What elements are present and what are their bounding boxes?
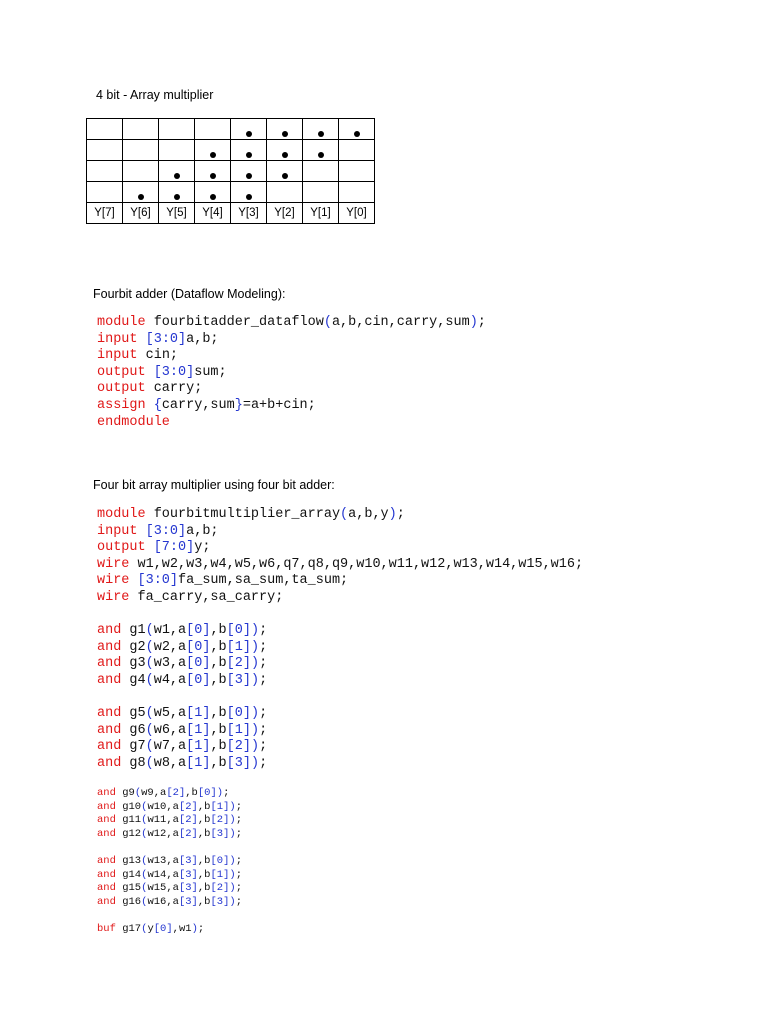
code-token: ,b [197, 868, 211, 881]
code-token: w12,a [147, 827, 179, 840]
grid-cell [303, 161, 339, 182]
code-token: ( [145, 755, 154, 771]
grid-cell [159, 182, 195, 203]
code-line [97, 607, 583, 624]
code-token: ,b [210, 623, 227, 639]
code-token: and [97, 895, 116, 908]
bit-dot [318, 152, 324, 158]
code-token: ) [229, 854, 236, 867]
code-token: ) [250, 656, 260, 672]
code-token: [1] [186, 755, 211, 771]
code-token: module [97, 315, 146, 330]
bit-dot [210, 173, 216, 179]
code-token: output [97, 364, 146, 380]
code-token: sum; [194, 364, 227, 380]
code-token: w9,a [141, 787, 167, 799]
grid-cell [267, 161, 303, 182]
code-token: ,b [197, 814, 211, 827]
code-token: [2] [210, 814, 230, 827]
code-token: g14 [115, 868, 142, 881]
grid-cell [87, 119, 123, 140]
code-token: ,b [210, 706, 227, 722]
code-token: output [97, 540, 146, 556]
multiplier-code-block [97, 507, 583, 773]
code-token: a,b; [186, 523, 219, 539]
code-line [97, 365, 486, 382]
code-token: ; [259, 623, 268, 639]
bit-dot [246, 194, 252, 200]
code-token: wire [97, 573, 130, 589]
code-token: ; [259, 639, 268, 655]
code-token: [0] [186, 656, 211, 672]
grid-cell [267, 182, 303, 203]
code-token: ) [229, 868, 236, 881]
code-token: ,b [185, 787, 198, 799]
bit-dot [246, 131, 252, 137]
code-token: ; [235, 854, 242, 867]
code-token: [3:0] [145, 364, 195, 380]
code-token: ,b [197, 882, 211, 895]
code-line [97, 524, 583, 541]
code-token: ) [469, 315, 478, 330]
grid-cell [231, 140, 267, 161]
code-token: buf [97, 922, 116, 935]
grid-cell [339, 140, 375, 161]
code-token: [0] [186, 672, 211, 688]
code-token: ( [145, 739, 154, 755]
code-token: ( [145, 639, 154, 655]
code-token: [2] [210, 882, 230, 895]
code-token: [3:0] [129, 573, 179, 589]
code-line [97, 690, 583, 707]
code-line [97, 381, 486, 398]
code-token: ; [235, 882, 242, 895]
bit-dot [210, 194, 216, 200]
code-token: and [97, 800, 116, 813]
code-token: [2] [166, 787, 186, 799]
code-token: g12 [115, 827, 142, 840]
code-token: w1,a [153, 623, 187, 639]
code-token: ( [141, 882, 148, 895]
code-token: cin; [137, 348, 179, 364]
code-line [97, 590, 583, 607]
code-line [97, 348, 486, 365]
grid-row [87, 182, 375, 203]
code-token: [1] [226, 722, 251, 738]
code-line [97, 557, 583, 574]
page-title: 4 bit - Array multiplier [96, 88, 214, 102]
grid-cell [123, 161, 159, 182]
code-token: [3] [226, 672, 251, 688]
grid-cell [195, 161, 231, 182]
output-bit-label: Y[3] [231, 203, 267, 224]
code-line [97, 869, 242, 883]
code-line [97, 415, 486, 432]
code-token: g11 [115, 814, 142, 827]
code-token: ) [250, 623, 260, 639]
grid-cell [195, 119, 231, 140]
grid-cell [123, 140, 159, 161]
grid-cell [231, 182, 267, 203]
code-token: g1 [121, 623, 146, 639]
code-token: and [97, 787, 116, 799]
code-token: a,b; [186, 331, 219, 347]
code-token: ( [141, 854, 148, 867]
code-line [97, 673, 583, 690]
code-token: a,b,y [348, 507, 389, 522]
code-token: ; [235, 895, 242, 908]
code-token: g10 [115, 800, 142, 813]
code-token: ) [229, 827, 236, 840]
code-token: and [97, 706, 122, 722]
code-token: =a+b+cin; [242, 397, 316, 413]
code-line [97, 828, 242, 842]
code-line [97, 855, 242, 869]
partial-product-grid [86, 118, 375, 224]
code-token: w16,a [147, 895, 179, 908]
code-line [97, 315, 486, 332]
code-token: ,b [197, 854, 211, 867]
bit-dot [246, 152, 252, 158]
code-token: y [147, 922, 154, 935]
code-token: ( [340, 507, 349, 522]
code-token: and [97, 639, 122, 655]
code-token: [3:0] [137, 523, 187, 539]
bit-dot [282, 173, 288, 179]
grid-cell [231, 161, 267, 182]
code-token: [2] [178, 800, 198, 813]
code-token: input [97, 523, 138, 539]
code-token: ; [259, 739, 268, 755]
code-line [97, 656, 583, 673]
code-line [97, 640, 583, 657]
code-token: ( [141, 895, 148, 908]
code-token: [2] [178, 814, 198, 827]
code-token: w13,a [147, 854, 179, 867]
section-heading-adder: Fourbit adder (Dataflow Modeling): [93, 287, 286, 301]
code-token: ( [145, 672, 154, 688]
code-token: w14,a [147, 868, 179, 881]
code-token: [1] [186, 722, 211, 738]
code-token: ) [191, 922, 198, 935]
code-token: [1] [186, 706, 211, 722]
code-token: ; [235, 868, 242, 881]
code-token: g7 [121, 739, 146, 755]
grid-cell [303, 119, 339, 140]
code-token: carry; [145, 381, 203, 397]
code-token: g8 [121, 755, 146, 771]
code-token: ,b [210, 739, 227, 755]
code-token: w3,a [153, 656, 187, 672]
code-token: ; [235, 814, 242, 827]
code-token: [3] [178, 854, 198, 867]
code-token: and [97, 623, 122, 639]
code-token: ,b [197, 895, 211, 908]
code-token: } [234, 397, 243, 413]
code-token: [3] [178, 895, 198, 908]
grid-cell [159, 161, 195, 182]
code-token: [0] [226, 623, 251, 639]
code-token: ; [396, 507, 405, 522]
code-token: [1] [186, 739, 211, 755]
grid-cell [159, 119, 195, 140]
code-token: and [97, 882, 116, 895]
grid-cell [267, 140, 303, 161]
code-token: ( [145, 656, 154, 672]
grid-row [87, 140, 375, 161]
code-token: ) [250, 739, 260, 755]
code-token: [0] [226, 706, 251, 722]
code-token: fa_carry,sa_carry; [129, 589, 284, 605]
output-bit-label: Y[4] [195, 203, 231, 224]
code-token: ( [141, 868, 148, 881]
code-token: g3 [121, 656, 146, 672]
code-line [97, 787, 242, 801]
code-token: g2 [121, 639, 146, 655]
code-line [97, 706, 583, 723]
code-token: w11,a [147, 814, 179, 827]
code-token: input [97, 331, 138, 347]
code-token: ( [141, 814, 148, 827]
code-token: ,b [210, 656, 227, 672]
code-token: fourbitmultiplier_array [145, 507, 341, 522]
grid-cell [123, 119, 159, 140]
code-token: [3] [210, 827, 230, 840]
code-token: and [97, 656, 122, 672]
code-token: and [97, 672, 122, 688]
code-token: ) [250, 755, 260, 771]
code-token: [2] [178, 827, 198, 840]
code-token: [3] [210, 895, 230, 908]
bit-dot [318, 131, 324, 137]
code-token: w1,w2,w3,w4,w5,w6,q7,q8,q9,w10,w11,w12,w13,w14,w15,w16; [129, 556, 584, 572]
code-token: g15 [115, 882, 142, 895]
code-token: assign [97, 397, 146, 413]
grid-cell [339, 182, 375, 203]
code-line [97, 623, 583, 640]
code-token: [0] [210, 854, 230, 867]
code-token: ,w1 [172, 922, 192, 935]
code-token: fourbitadder_dataflow [145, 315, 324, 330]
code-token: ,b [197, 800, 211, 813]
code-token: [1] [226, 639, 251, 655]
code-line [97, 923, 242, 937]
code-token: w2,a [153, 639, 187, 655]
output-bit-label: Y[5] [159, 203, 195, 224]
code-line [97, 756, 583, 773]
code-line [97, 841, 242, 855]
code-token: carry,sum [161, 397, 235, 413]
code-token: { [145, 397, 162, 413]
code-token: w15,a [147, 882, 179, 895]
code-token: ,b [210, 755, 227, 771]
grid-cell [87, 182, 123, 203]
bit-dot [174, 194, 180, 200]
code-token: ; [259, 656, 268, 672]
code-token: ) [216, 787, 224, 799]
output-bit-label: Y[6] [123, 203, 159, 224]
code-line [97, 507, 583, 524]
code-token: and [97, 868, 116, 881]
code-token: [2] [226, 656, 251, 672]
code-token: [3] [226, 755, 251, 771]
bit-dot [174, 173, 180, 179]
grid-cell [231, 119, 267, 140]
code-token: endmodule [97, 414, 170, 430]
code-token: ; [259, 722, 268, 738]
code-token: ( [145, 623, 154, 639]
code-line [97, 814, 242, 828]
code-token: ( [141, 827, 148, 840]
code-line [97, 573, 583, 590]
bit-dot [210, 152, 216, 158]
code-token: w5,a [153, 706, 187, 722]
grid-footer-row [87, 203, 375, 224]
grid-cell [195, 182, 231, 203]
code-token: ( [145, 706, 154, 722]
code-token: [0] [186, 623, 211, 639]
code-token: ; [197, 922, 205, 935]
grid-cell [303, 182, 339, 203]
section-heading-multiplier: Four bit array multiplier using four bit adder: [93, 478, 335, 492]
grid-cell [303, 140, 339, 161]
code-token: module [97, 507, 146, 522]
bit-dot [282, 131, 288, 137]
code-line [97, 540, 583, 557]
code-token: [7:0] [145, 540, 195, 556]
output-bit-label: Y[1] [303, 203, 339, 224]
code-token: ) [229, 814, 236, 827]
output-bit-label: Y[7] [87, 203, 123, 224]
bit-dot [138, 194, 144, 200]
code-token: w7,a [153, 739, 187, 755]
adder-code-block [97, 315, 486, 431]
code-token: and [97, 827, 116, 840]
code-token: ,b [210, 722, 227, 738]
code-line [97, 723, 583, 740]
code-token: ; [259, 672, 268, 688]
grid-cell [195, 140, 231, 161]
grid-cell [339, 161, 375, 182]
code-token: ; [259, 706, 268, 722]
code-token: g4 [121, 672, 146, 688]
code-token: [3:0] [137, 331, 187, 347]
grid-cell [87, 161, 123, 182]
code-token: ; [223, 787, 230, 799]
bit-dot [282, 152, 288, 158]
code-line [97, 398, 486, 415]
code-line [97, 896, 242, 910]
code-token: ; [259, 755, 268, 771]
code-line [97, 739, 583, 756]
code-token: ; [477, 315, 486, 330]
code-token: input [97, 348, 138, 364]
grid-cell [123, 182, 159, 203]
code-token: ) [250, 672, 260, 688]
code-token: wire [97, 589, 130, 605]
code-token: g6 [121, 722, 146, 738]
code-token: ) [229, 895, 236, 908]
code-token: and [97, 722, 122, 738]
code-line [97, 332, 486, 349]
code-token: [3] [178, 868, 198, 881]
code-token: and [97, 814, 116, 827]
code-token: ,b [210, 639, 227, 655]
code-token: ( [134, 787, 142, 799]
code-token: ,b [210, 672, 227, 688]
code-token: ) [250, 706, 260, 722]
code-token: [1] [210, 800, 230, 813]
code-token: g13 [115, 854, 142, 867]
code-token: wire [97, 556, 130, 572]
code-token: ) [229, 800, 236, 813]
code-token: and [97, 755, 122, 771]
code-token: ) [250, 722, 260, 738]
code-token: and [97, 854, 116, 867]
code-token: [1] [210, 868, 230, 881]
code-token: g9 [115, 787, 135, 799]
code-token: ,b [197, 827, 211, 840]
bit-dot [246, 173, 252, 179]
code-line [97, 882, 242, 896]
grid-cell [159, 140, 195, 161]
bit-dot [354, 131, 360, 137]
code-token: ; [235, 827, 242, 840]
code-token: [0] [153, 922, 173, 935]
code-token: [0] [197, 787, 217, 799]
code-token: ( [141, 922, 148, 935]
output-bit-label: Y[2] [267, 203, 303, 224]
code-token: [2] [226, 739, 251, 755]
code-token: a,b,cin,carry,sum [331, 315, 470, 330]
code-token: w6,a [153, 722, 187, 738]
code-token: g16 [115, 895, 142, 908]
code-token: ) [388, 507, 397, 522]
code-token: [0] [186, 639, 211, 655]
code-token: w8,a [153, 755, 187, 771]
grid-row [87, 119, 375, 140]
code-token: ) [229, 882, 236, 895]
code-token: ( [145, 722, 154, 738]
code-token: g5 [121, 706, 146, 722]
code-token: y; [194, 540, 211, 556]
code-token: ( [141, 800, 148, 813]
code-line [97, 801, 242, 815]
code-token: and [97, 739, 122, 755]
grid-cell [339, 119, 375, 140]
code-token: w4,a [153, 672, 187, 688]
code-token: ( [323, 315, 332, 330]
code-token: ; [235, 800, 242, 813]
code-token: w10,a [147, 800, 179, 813]
code-token: fa_sum,sa_sum,ta_sum; [178, 573, 349, 589]
code-token: output [97, 381, 146, 397]
multiplier-code-block-continued [97, 787, 242, 937]
code-line [97, 909, 242, 923]
code-token: [3] [178, 882, 198, 895]
grid-cell [267, 119, 303, 140]
output-bit-label: Y[0] [339, 203, 375, 224]
grid-row [87, 161, 375, 182]
code-token: g17 [115, 922, 142, 935]
code-token: ) [250, 639, 260, 655]
grid-cell [87, 140, 123, 161]
